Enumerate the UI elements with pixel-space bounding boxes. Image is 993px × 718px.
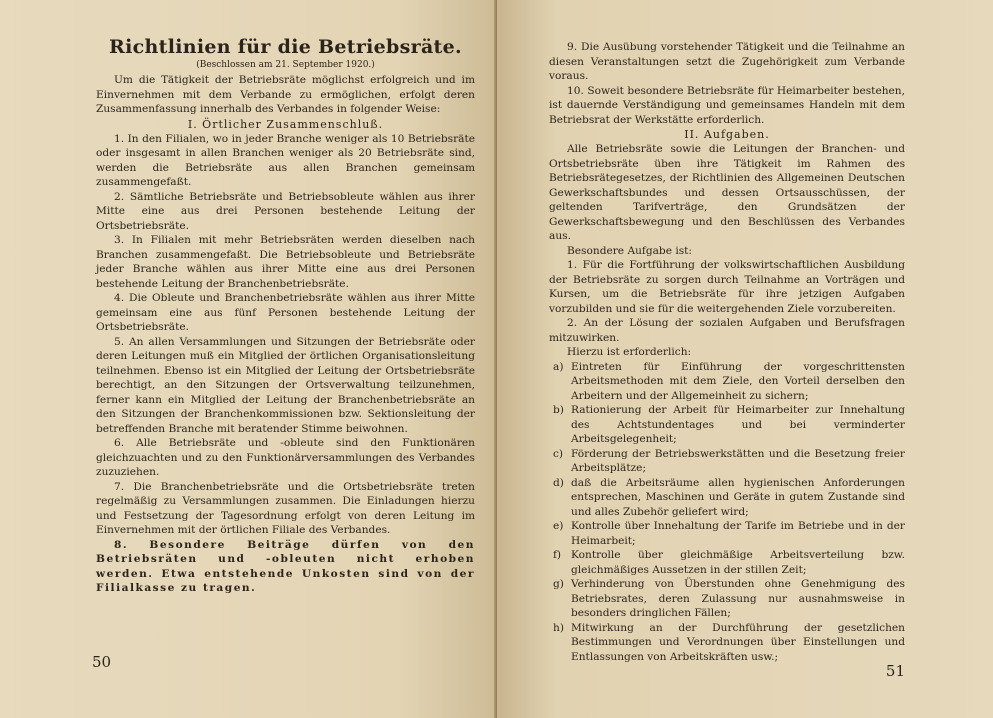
special-task-label: Besondere Aufgabe ist: xyxy=(567,244,693,257)
paragraph-6: 6. Alle Betriebsräte und -obleute sind den Funktionären gleichzuachten und zu den Funktionärversammlungen des Verbandes zuzuziehen. xyxy=(96,437,475,478)
list-item xyxy=(549,403,905,447)
list-item xyxy=(549,577,905,621)
list-marker: e) xyxy=(553,520,564,532)
list-marker: a) xyxy=(553,360,564,373)
list-marker: b) xyxy=(553,404,564,416)
list-text: Verhinderung von Überstunden ohne Genehmigung des Betriebsrates, deren Zulassung nur ausnahmsweise in besonders dringlichen Fällen; xyxy=(571,578,905,619)
task-1: 1. Für die Fortführung der volkswirtschaftlichen Ausbildung der Betriebsräte zu sorgen durch Teilnahme an Vorträgen und Kursen, um die Betriebsräte für ihre jetzigen Aufgaben vorzubilden und sie für die weitergehenden Ziele vorzubereiten. xyxy=(549,259,905,315)
list-item xyxy=(549,519,905,548)
required-label: Hierzu ist erforderlich: xyxy=(567,346,692,358)
section-heading-2: II. Aufgaben. xyxy=(684,128,770,141)
page-title: Richtlinien für die Betriebsräte. xyxy=(109,36,462,58)
list-marker: d) xyxy=(553,476,564,489)
list-text: daß die Arbeitsräume allen hygienischen Anforderungen entsprechen, Maschinen und Geräte in gutem Zustande sind und alles Zubehör geliefert wird; xyxy=(571,476,905,518)
list-text: Förderung der Betriebswerkstätten und die Besetzung freier Arbeitsplätze; xyxy=(571,447,905,474)
paragraph-7: 7. Die Branchenbetriebsräte und die Ortsbetriebsräte treten regelmäßig zu Versammlungen zusammen. Die Einladungen hierzu und Festsetzung der Tagesordnung erfolgt von deren Leitung im Einvernehmen mit der örtlichen Filiale des Verbandes. xyxy=(96,480,475,536)
page-number-left: 50 xyxy=(92,653,112,671)
paragraph-1: 1. In den Filialen, wo in jeder Branche weniger als 10 Betriebsräte oder insgesamt in allen Branchen weniger als 20 Betriebsräte sind, werden die Betriebsräte aus allen Branchen gemeinsam zusammengefaßt. xyxy=(96,132,475,188)
tasks-intro: Alle Betriebsräte sowie die Leitungen der Branchen- und Ortsbetriebsräte üben ihre Tätigkeit im Rahmen des Betriebsrätegesetzes, der Richtlinien des Allgemeinen Deutschen Gewerkschaftsbundes und dessen Ortsausschüssen, der geltenden Tarifverträge, den Grundsätzen der Gewerkschaftsbewegung und den Beschlüssen des Verbandes aus. xyxy=(549,143,905,242)
list-item xyxy=(549,360,905,404)
paragraph-2: 2. Sämtliche Betriebsräte und Betriebsobleute wählen aus ihrer Mitte eine aus drei Personen bestehende Leitung der Ortsbetriebsräte. xyxy=(96,190,475,232)
page-subtitle: (Beschlossen am 21. September 1920.) xyxy=(196,60,375,70)
paragraph-8: 8. Besondere Beiträge dürfen von den Betriebsräten und -obleuten nicht erhoben werden. Etwa entstehende Unkosten sind von der Filialkasse zu tragen. xyxy=(96,538,475,594)
task-2: 2. An der Lösung der sozialen Aufgaben und Berufsfragen mitzuwirken. xyxy=(549,317,905,344)
section-heading-1: I. Örtlicher Zusammenschluß. xyxy=(187,117,384,131)
list-item xyxy=(549,447,905,476)
paragraph-10: 10. Soweit besondere Betriebsräte für Heimarbeiter bestehen, ist dauernde Verständigung und gemeinsames Handeln mit dem Betriebsrat der Werkstätte erforderlich. xyxy=(549,84,905,126)
list-item xyxy=(549,621,905,665)
list-text: Kontrolle über gleichmäßige Arbeitsverteilung bzw. gleichmäßiges Aussetzen in der stillen Zeit; xyxy=(571,549,905,576)
paragraph-3: 3. In Filialen mit mehr Betriebsräten werden dieselben nach Branchen zusammengefaßt. Die Betriebsobleute und Betriebsräte jeder Branche wählen aus ihrer Mitte eine aus drei Personen bestehende Leitung der Branchenbetriebsräte. xyxy=(96,234,475,290)
page-number-right: 51 xyxy=(885,662,905,680)
list-marker: h) xyxy=(553,621,564,634)
list-item xyxy=(549,548,905,577)
list-text: Kontrolle über Innehaltung der Tarife im Betriebe und in der Heimarbeit; xyxy=(571,520,905,547)
list-item xyxy=(549,476,905,520)
list-marker: f) xyxy=(553,549,562,561)
paragraph-4: 4. Die Obleute und Branchenbetriebsräte wählen aus ihrer Mitte gemeinsam eine aus fünf Personen bestehende Leitung der Ortsbetriebsräte. xyxy=(96,292,475,333)
list-marker: g) xyxy=(553,578,564,590)
list-text: Mitwirkung an der Durchführung der gesetzlichen Bestimmungen und Verordnungen über Einstellungen und Entlassungen von Arbeitskräften usw.; xyxy=(571,621,905,663)
intro-paragraph: Um die Tätigkeit der Betriebsräte möglichst erfolgreich und im Einvernehmen mit dem Verbande zu ermöglichen, erfolgt deren Zusammenfassung innerhalb des Verbandes in folgender Weise: xyxy=(96,74,475,115)
paragraph-9: 9. Die Ausübung vorstehender Tätigkeit und die Teilnahme an diesen Veranstaltungen setzt die Zugehörigkeit zum Verbande voraus. xyxy=(549,41,905,82)
list-marker: c) xyxy=(553,447,564,460)
paragraph-5: 5. An allen Versammlungen und Sitzungen der Betriebsräte oder deren Leitungen muß ein Mitglied der örtlichen Organisationsleitung teilnehmen. Ebenso ist ein Mitglied der Leitung der Ortsbetriebsräte berechtigt, an den Sitzungen der Ortsverwaltung teilzunehmen, ferner kann ein Mitglied der Leitung der Branchenbetriebsräte an den Sitzungen der Branchenkommissionen bzw. Sektionsleitung der betreffenden Branche mit beratender Stimme beiwohnen. xyxy=(96,335,475,435)
list-text: Eintreten für Einführung der vorgeschrittensten Arbeitsmethoden mit dem Ziele, den Vorteil derselben den Arbeitern und der Allgemeinheit zu sichern; xyxy=(571,360,905,402)
list-text: Rationierung der Arbeit für Heimarbeiter zur Innehaltung des Achtstundentages und bei verminderter Arbeitsgelegenheit; xyxy=(571,404,905,445)
right-page xyxy=(497,0,993,718)
